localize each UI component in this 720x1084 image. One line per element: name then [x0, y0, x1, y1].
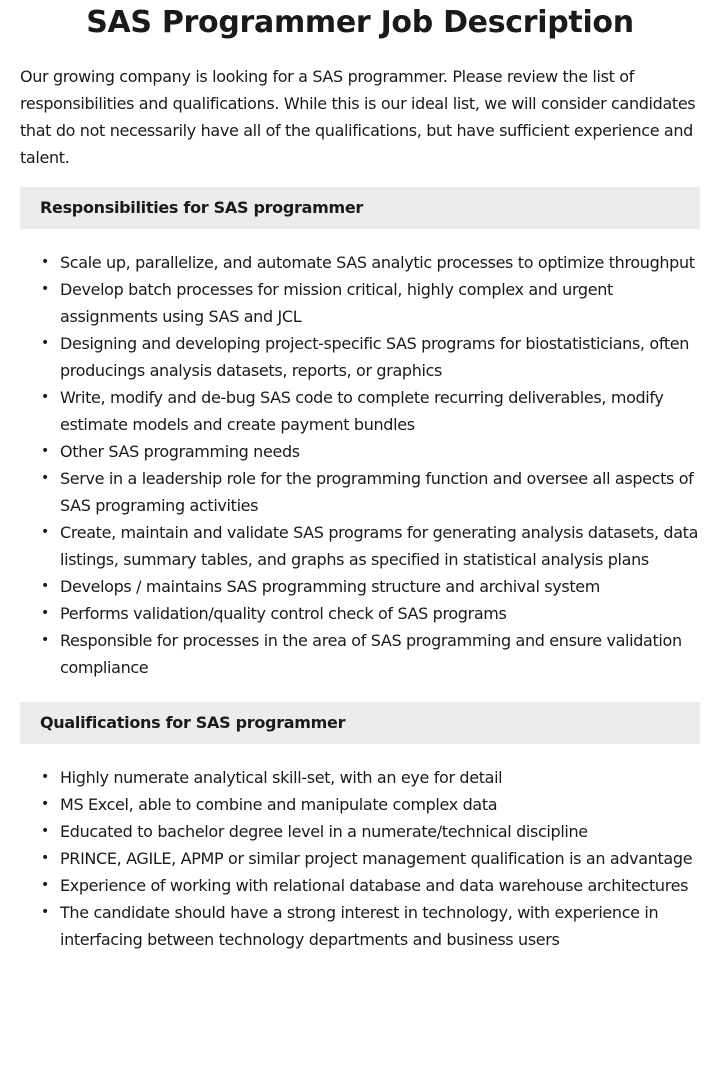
bullet-icon: • [41, 605, 49, 621]
intro-paragraph: Our growing company is looking for a SAS programmer. Please review the list of responsibilities and qualifications. While this is our ideal list, we will consider candidates that do not necessarily have all of the qualifications, but have sufficient experience and talent. [20, 67, 696, 167]
list-item [41, 627, 700, 681]
list-item [41, 384, 700, 438]
list-item-text: Other SAS programming needs [60, 442, 300, 461]
bullet-icon: • [41, 877, 49, 893]
list-item-text: Develops / maintains SAS programming structure and archival system [60, 577, 601, 596]
bullet-icon: • [41, 904, 49, 920]
bullet-icon: • [41, 578, 49, 594]
bullet-icon: • [41, 335, 49, 351]
list-item [41, 465, 700, 519]
qualifications-heading: Qualifications for SAS programmer [20, 702, 700, 744]
bullet-icon: • [41, 524, 49, 540]
bullet-icon: • [41, 443, 49, 459]
list-item-text: Highly numerate analytical skill-set, with an eye for detail [60, 768, 503, 787]
list-item [41, 249, 700, 276]
bullet-icon: • [41, 796, 49, 812]
list-item [41, 818, 700, 845]
list-item [41, 872, 700, 899]
list-item [41, 791, 700, 818]
list-item [41, 438, 700, 465]
bullet-icon: • [41, 823, 49, 839]
responsibilities-heading: Responsibilities for SAS programmer [20, 187, 700, 229]
list-item-text: Develop batch processes for mission critical, highly complex and urgent assignments using SAS and JCL [60, 280, 613, 326]
list-item-text: Experience of working with relational database and data warehouse architectures [60, 876, 689, 895]
list-item-text: Performs validation/quality control check of SAS programs [60, 604, 507, 623]
list-item [41, 899, 700, 953]
list-item-text: Responsible for processes in the area of SAS programming and ensure validation compliance [60, 631, 682, 677]
list-item-text: Create, maintain and validate SAS programs for generating analysis datasets, data listings, summary tables, and graphs as specified in statistical analysis plans [60, 523, 699, 569]
list-item [41, 600, 700, 627]
list-item [41, 845, 700, 872]
list-item [41, 519, 700, 573]
list-item-text: Serve in a leadership role for the programming function and oversee all aspects of SAS programing activities [60, 469, 694, 515]
list-item-text: PRINCE, AGILE, APMP or similar project management qualification is an advantage [60, 849, 693, 868]
bullet-icon: • [41, 254, 49, 270]
bullet-icon: • [41, 632, 49, 648]
page-title: SAS Programmer Job Description [86, 5, 634, 40]
bullet-icon: • [41, 850, 49, 866]
list-item [41, 276, 700, 330]
list-item [41, 330, 700, 384]
list-item-text: Educated to bachelor degree level in a numerate/technical discipline [60, 822, 588, 841]
qualifications-list [20, 764, 700, 953]
responsibilities-list [20, 249, 700, 681]
bullet-icon: • [41, 389, 49, 405]
list-item-text: Scale up, parallelize, and automate SAS analytic processes to optimize throughput [60, 253, 695, 272]
list-item-text: Designing and developing project-specific SAS programs for biostatisticians, often producings analysis datasets, reports, or graphics [60, 334, 690, 380]
list-item-text: Write, modify and de-bug SAS code to complete recurring deliverables, modify estimate models and create payment bundles [60, 388, 664, 434]
list-item [41, 764, 700, 791]
list-item-text: The candidate should have a strong interest in technology, with experience in interfacing between technology departments and business users [60, 903, 659, 949]
list-item [41, 573, 700, 600]
bullet-icon: • [41, 769, 49, 785]
list-item-text: MS Excel, able to combine and manipulate complex data [60, 795, 498, 814]
bullet-icon: • [41, 281, 49, 297]
bullet-icon: • [41, 470, 49, 486]
